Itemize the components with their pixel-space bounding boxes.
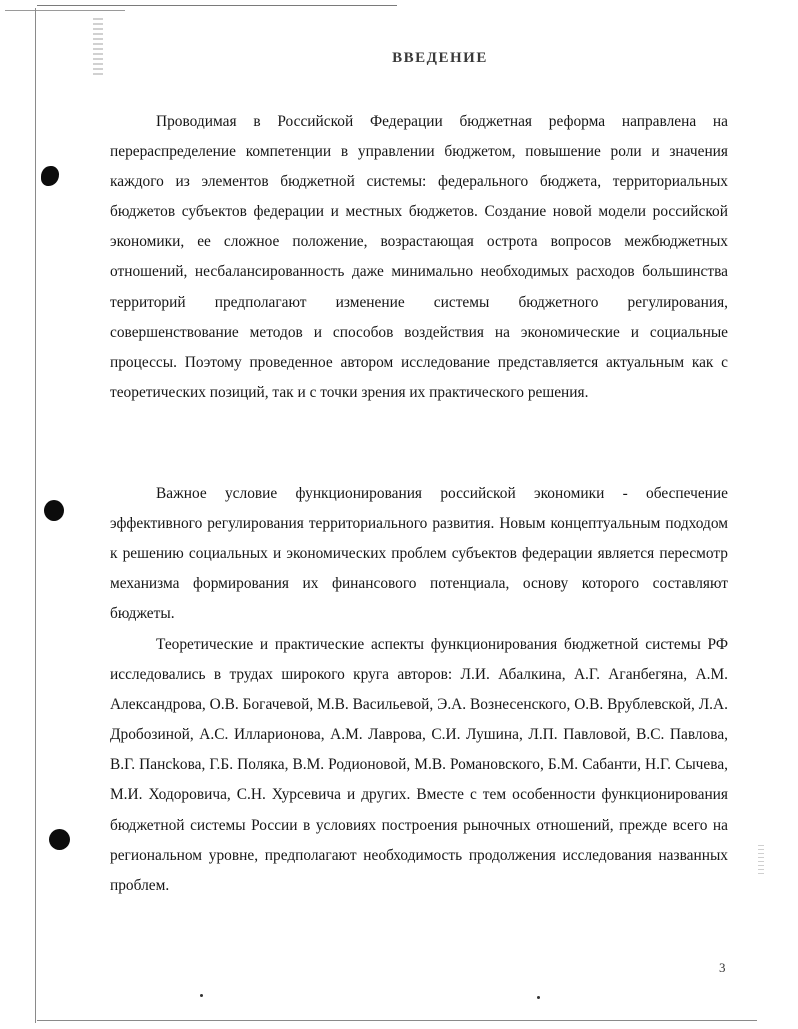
paragraph-intro: Проводимая в Российской Федерации бюджетная реформа направлена на перераспределение компетенции в управлении бюджетом, повышение роли и значения каждого из элементов бюджетной системы: федерального бюджета, территориальных бюджетов субъектов федерации и местных бюджетов. Создание новой модели российской экономики, ее сложное положение, возрастающая острота вопросов межбюджетных отношений, несбалансированность даже минимально необходимых расходов большинства территорий предполагают изменение системы бюджетного регулирования, совершенствование методов и способов воздействия на экономические и социальные процессы. Поэтому проведенное автором исследование представляется актуальным как с теоретических позиций, так и с точки зрения их практического решения. (110, 113, 728, 401)
scan-top-rule (37, 5, 397, 6)
scan-noise (758, 845, 764, 875)
scan-speck (537, 996, 540, 999)
binder-marks (93, 18, 103, 78)
punch-hole-icon (44, 500, 64, 521)
paragraph-economy: Важное условие функционирования российской экономики - обеспечение эффективного регулирования территориального развития. Новым концептуальным подходом к решению социальных и экономических проблем субъектов федерации является пересмотр механизма формирования их финансового потенциала, основу которого составляют бюджеты. (110, 485, 728, 623)
punch-hole-icon (49, 829, 70, 850)
scan-top-rule-short (5, 10, 125, 11)
page-number: 3 (719, 960, 726, 975)
scan-speck (200, 994, 203, 997)
paragraph-authors: Теоретические и практические аспекты функционирования бюджетной системы РФ исследовались в трудах широкого круга авторов: Л.И. Абалкина, А.Г. Аганбегяна, А.М. Александрова, О.В. Богачевой, М.В. Васильевой, Э.А. Вознесенского, О.В. Врублевской, Л.А. Дробозиной, А.С. Илларионова, А.М. Лаврова, С.И. Лушина, Л.П. Павловой, В.С. Павлова, В.Г. Пансkова, Г.Б. Поляка, В.М. Родионовой, М.В. Романовского, Б.М. Сабанти, Н.Г. Сычева, М.И. Ходоровича, С.Н. Хурсевича и других. Вместе с тем особенности функционирования бюджетной системы России в условиях построения рыночных отношений, прежде всего на региональном уровне, предполагают необходимость продолжения исследования названных проблем. (110, 636, 728, 894)
scan-bottom-rule (37, 1020, 757, 1021)
punch-hole-icon (41, 166, 59, 186)
scan-left-edge (35, 8, 36, 1023)
section-title: ВВЕДЕНИЕ (392, 50, 488, 66)
